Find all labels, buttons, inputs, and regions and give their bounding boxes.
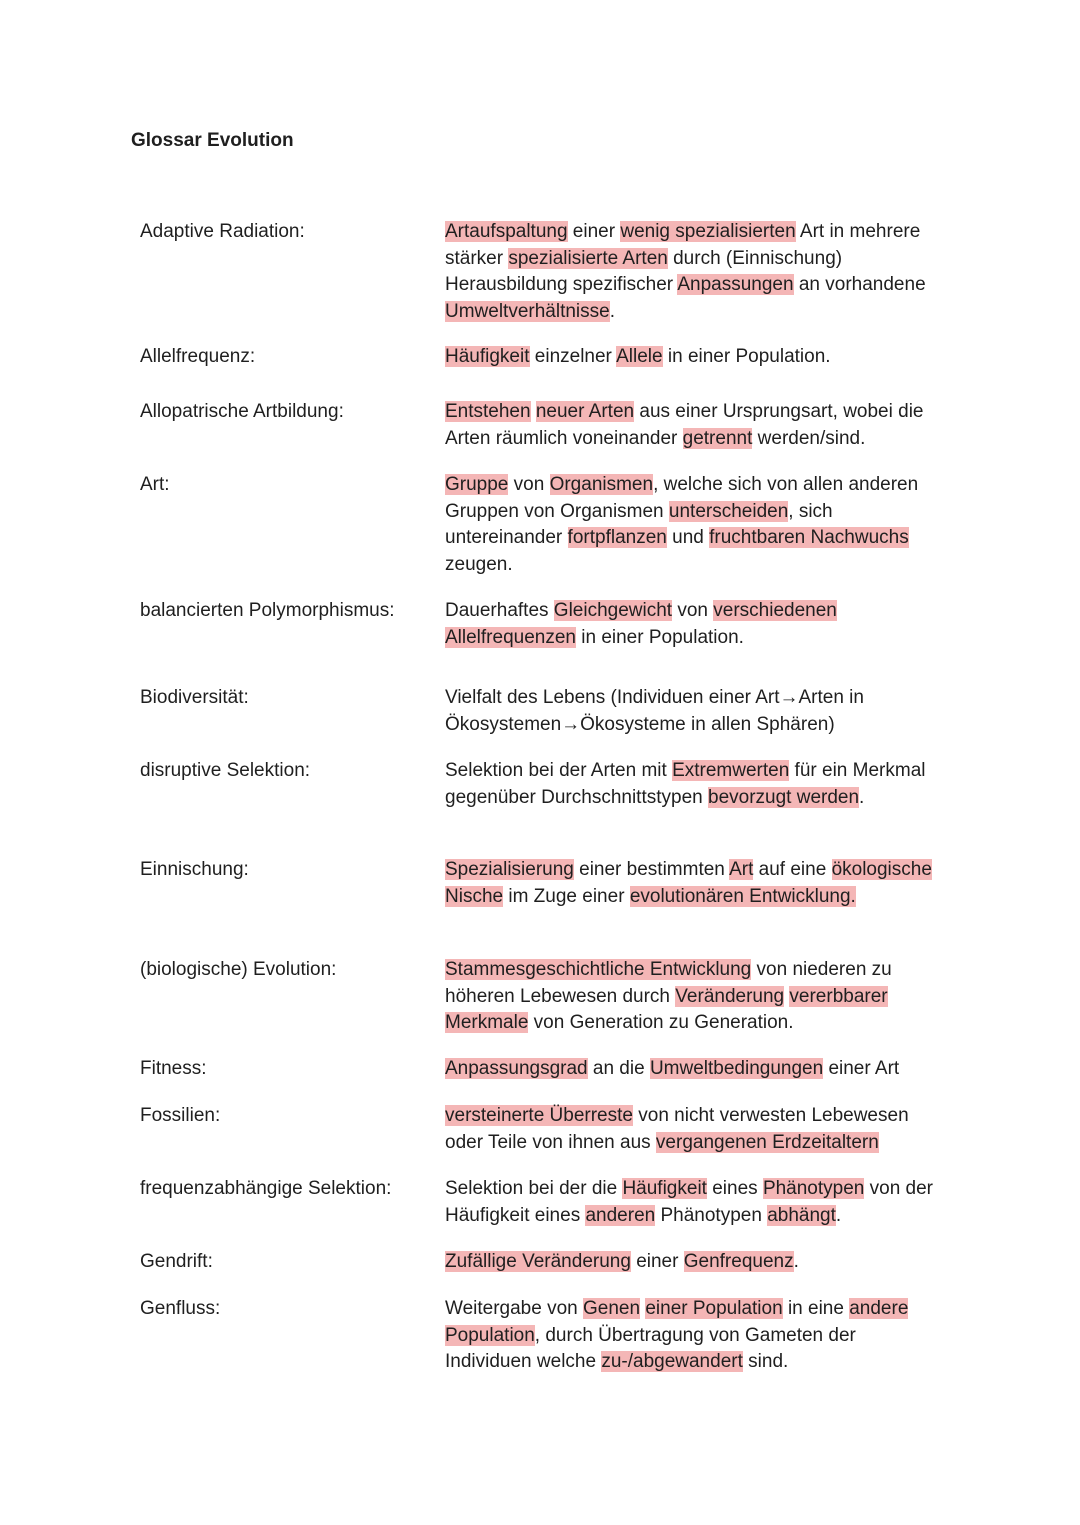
glossary-term: Fitness: — [140, 1058, 207, 1079]
highlighted-text: Umweltverhältnisse — [445, 300, 610, 322]
glossary-definition — [445, 598, 945, 651]
glossary-definition — [445, 857, 945, 910]
glossary-term: Einnischung: — [140, 859, 249, 880]
glossary-definition — [445, 758, 945, 811]
glossary-term: Gendrift: — [140, 1251, 213, 1272]
highlighted-text: einer Population — [645, 1298, 783, 1319]
definition-text: für ein Merkmal gegenüber Durchschnittstypen — [445, 760, 926, 808]
highlighted-text: evolutionären Entwicklung. — [629, 885, 856, 907]
definition-text: im Zuge einer — [503, 885, 630, 907]
highlighted-text: andere Population — [445, 1298, 909, 1346]
definition-text: eines — [706, 1178, 763, 1199]
highlighted-text: Zufällige Veränderung — [445, 1251, 631, 1272]
highlighted-text: Entstehen — [445, 401, 531, 422]
definition-text: . — [859, 786, 865, 808]
definition-text: , durch Übertragung von Gameten der Individuen welche — [445, 1324, 856, 1372]
glossary-term: balancierten Polymorphismus: — [140, 600, 395, 621]
definition-text: Art in mehrere stärker — [445, 221, 921, 269]
highlighted-text: Veränderung — [675, 985, 785, 1007]
glossary-definition — [445, 957, 945, 1037]
highlighted-text: Genfrequenz — [683, 1251, 794, 1272]
highlighted-text: getrennt — [682, 427, 753, 449]
highlighted-text: zu-/abgewandert — [601, 1351, 743, 1372]
highlighted-text: Phänotypen — [762, 1178, 865, 1199]
glossary-definition — [445, 472, 945, 578]
highlighted-text: Gleichgewicht — [553, 600, 673, 621]
definition-text: von — [672, 600, 714, 621]
definition-text: auf eine — [753, 859, 832, 880]
glossary-term: Adaptive Radiation: — [140, 221, 305, 242]
highlighted-text: Stammesgeschichtliche Entwicklung — [445, 959, 752, 980]
highlighted-text: wenig spezialisierten — [620, 221, 796, 242]
highlighted-text: versteinerte Überreste — [445, 1105, 633, 1126]
highlighted-text: unterscheiden — [668, 500, 789, 522]
highlighted-text: Gruppe — [445, 474, 509, 495]
definition-text: sind. — [742, 1351, 789, 1372]
glossary-definition — [445, 1296, 945, 1376]
glossary-term: (biologische) Evolution: — [140, 959, 337, 980]
glossary-definition — [445, 219, 945, 325]
highlighted-text: Spezialisierung — [445, 859, 574, 880]
highlighted-text: Artaufspaltung — [445, 221, 568, 242]
highlighted-text: Umweltbedingungen — [649, 1058, 824, 1079]
definition-text: , welche sich von allen anderen Gruppen von Organismen — [445, 474, 919, 522]
glossary-definition — [445, 1176, 945, 1229]
highlighted-text: vererbbarer Merkmale — [445, 985, 888, 1033]
glossary-definition — [445, 344, 945, 371]
highlighted-text: Häufigkeit — [445, 346, 530, 367]
definition-text: an die — [587, 1058, 650, 1079]
highlighted-text: fruchtbaren Nachwuchs — [709, 527, 909, 548]
glossary-definition — [445, 685, 945, 738]
highlighted-text: Anpassungen — [677, 274, 794, 295]
definition-text: in eine — [782, 1298, 850, 1319]
definition-text: in einer Population. — [662, 346, 831, 367]
highlighted-text: Genen — [583, 1298, 641, 1319]
highlighted-text: abhängt — [767, 1204, 836, 1226]
definition-text: einer bestimmten — [573, 859, 730, 880]
glossary-definition — [445, 1056, 945, 1083]
definition-text: Vielfalt des Lebens (Individuen einer Art→Arten in Ökosystemen→Ökosysteme in allen Sphären) — [445, 687, 864, 735]
glossary-term: Genfluss: — [140, 1298, 221, 1319]
definition-text: zeugen. — [445, 553, 513, 575]
definition-text: einer — [567, 221, 621, 242]
definition-text: . — [835, 1204, 842, 1226]
glossary-definition — [445, 399, 945, 452]
highlighted-text: Organismen — [549, 474, 654, 495]
highlighted-text: Häufigkeit — [622, 1178, 707, 1199]
definition-text: von Generation zu Generation. — [528, 1012, 794, 1033]
definition-text: und — [666, 527, 710, 548]
definition-text: Dauerhaftes — [445, 600, 554, 621]
definition-text: Selektion bei der Arten mit — [445, 760, 673, 781]
highlighted-text: Extremwerten — [672, 760, 790, 781]
highlighted-text: spezialisierte Arten — [508, 247, 668, 269]
definition-text: Weitergabe von — [445, 1298, 584, 1319]
glossary-term: Allelfrequenz: — [140, 346, 256, 367]
glossary-term: Fossilien: — [140, 1105, 221, 1126]
highlighted-text: ökologische Nische — [445, 859, 932, 907]
highlighted-text: Art — [729, 859, 754, 880]
highlighted-text: fortpflanzen — [567, 527, 667, 548]
definition-text: , sich untereinander — [445, 500, 833, 548]
highlighted-text: anderen — [585, 1204, 656, 1226]
glossary-term: disruptive Selektion: — [140, 760, 311, 781]
definition-text: von der Häufigkeit eines — [445, 1178, 934, 1226]
glossary-term: frequenzabhängige Selektion: — [140, 1178, 392, 1199]
highlighted-text: Anpassungsgrad — [445, 1058, 588, 1079]
highlighted-text: Allele — [616, 346, 663, 367]
definition-text: durch (Einnischung) Herausbildung spezifischer — [445, 247, 843, 295]
definition-text: von nicht verwesten Lebewesen oder Teile von ihnen aus — [445, 1105, 909, 1153]
definition-text: von — [508, 474, 550, 495]
definition-text: an vorhandene — [793, 274, 926, 295]
definition-text: in einer Population. — [575, 626, 744, 648]
definition-text: . — [609, 300, 616, 322]
definition-text: von niederen zu höheren Lebewesen durch — [445, 959, 892, 1007]
definition-text: einer — [630, 1251, 684, 1272]
definition-text: aus einer Ursprungsart, wobei die Arten räumlich voneinander — [445, 401, 924, 449]
definition-text: Phänotypen — [655, 1204, 768, 1226]
page-title: Glossar Evolution — [131, 130, 294, 151]
definition-text: einer Art — [823, 1058, 900, 1079]
glossary-term: Art: — [140, 474, 170, 495]
definition-text: Selektion bei der die — [445, 1178, 623, 1199]
glossary-term: Biodiversität: — [140, 687, 249, 708]
highlighted-text: bevorzugt werden — [708, 786, 860, 808]
glossary-definition — [445, 1103, 945, 1156]
glossary-definition — [445, 1249, 945, 1276]
glossary-term: Allopatrische Artbildung: — [140, 401, 344, 422]
definition-text: . — [793, 1251, 799, 1272]
highlighted-text: neuer Arten — [535, 401, 635, 422]
highlighted-text: verschiedenen Allelfrequenzen — [445, 600, 837, 648]
definition-text: werden/sind. — [752, 427, 866, 449]
definition-text: einzelner — [529, 346, 617, 367]
highlighted-text: vergangenen Erdzeitaltern — [655, 1131, 879, 1153]
